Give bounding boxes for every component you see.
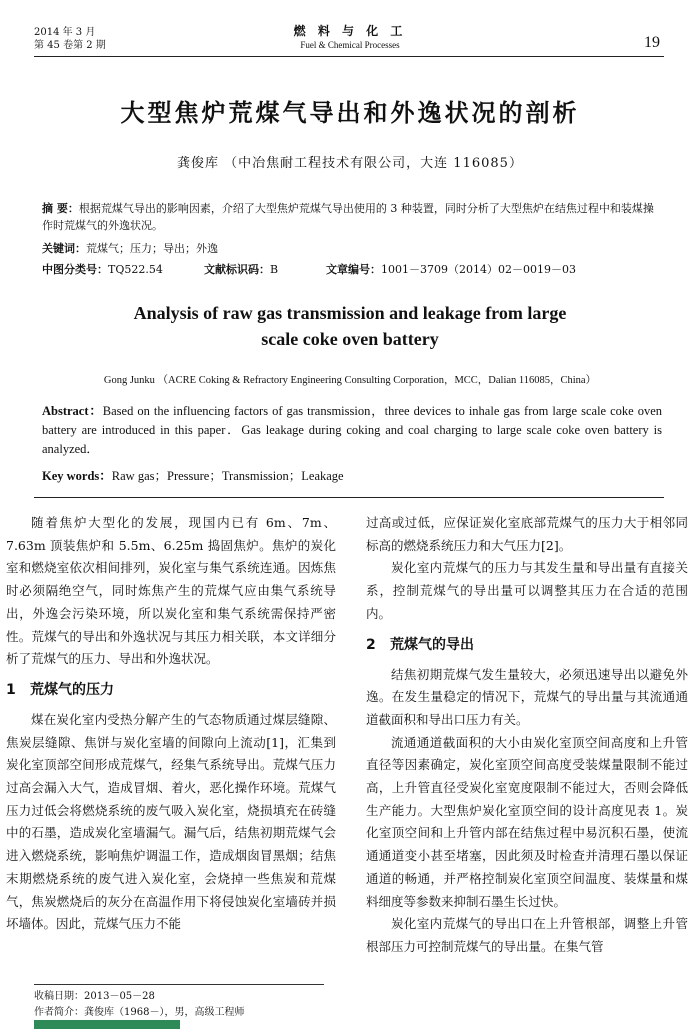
paper-title-cn: 大型焦炉荒煤气导出和外逸状况的剖析	[120, 99, 580, 127]
issue-volume: 第 45 卷第 2 期	[34, 40, 106, 51]
author-affiliation-cn: 龚俊库 （中冶焦耐工程技术有限公司，大连 116085）	[177, 156, 523, 171]
section-2-paragraph-2: 流通通道截面积的大小由炭化室顶空间高度和上升管直径等因素确定，炭化室顶空间高度受装煤量限制不能过高，上升管直径受炭化室宽度限制不能过大，否则会降低生产能力。大型焦炉炭化室顶空间的设计高度见表 1。炭化室顶空间和上升管内部在结焦过程中易沉积石墨，使流通通道变小甚至堵塞，因此须及时检查并清理石墨以保证通道的畅通，并严格控制炭化室顶空间温度、装煤量和煤料细度等参数来抑制石墨生长过快。	[366, 734, 688, 909]
author-affiliation-en: Gong Junku （ACRE Coking & Refractory Engineering Consulting Corporation，MCC，Dalian 116085，China）	[103, 375, 597, 386]
journal-name-en: Fuel & Chemical Processes	[300, 40, 400, 50]
continued-paragraph: 过高或过低，应保证炭化室底部荒煤气的压力大于相邻同标高的燃烧系统压力和大气压力[2]。	[366, 515, 688, 553]
keywords-cn-label: 关键词：	[42, 242, 86, 255]
section-2-title: 荒煤气的导出	[390, 636, 474, 653]
article-number-value: 1001－3709（2014）02－0019－03	[381, 263, 576, 276]
doc-code-value: B	[270, 263, 279, 276]
author-bio: 作者简介：龚俊库（1968－），男，高级工程师	[34, 1007, 245, 1018]
journal-name	[0, 24, 700, 51]
footnote-rule	[34, 984, 324, 985]
keywords-en	[42, 467, 662, 486]
paper-title-en	[0, 300, 700, 352]
clc-value: TQ522.54	[108, 263, 163, 276]
body-column-left	[6, 512, 336, 936]
abstract-separator	[34, 497, 664, 498]
footer-color-bar	[34, 1020, 180, 1029]
section-1-number: 1	[6, 681, 16, 698]
abstract-en	[42, 402, 662, 459]
received-date: 收稿日期：2013－05－28	[34, 991, 155, 1002]
issue-date: 2014 年 3 月	[34, 27, 96, 38]
section-2-paragraph-3: 炭化室内荒煤气的导出口在上升管根部，调整上升管根部压力可控制荒煤气的导出量。在集气管	[366, 916, 688, 954]
article-number	[326, 261, 576, 278]
header-rule	[34, 56, 664, 57]
keywords-cn-text: 荒煤气；压力；导出；外逸	[86, 242, 218, 255]
clc-label: 中图分类号：	[42, 263, 108, 276]
abstract-en-label: Abstract：	[42, 404, 103, 418]
intro-paragraph: 随着焦炉大型化的发展，现国内已有 6m、7m、7.63m 顶装焦炉和 5.5m、6.25m 捣固焦炉。焦炉的炭化室和燃烧室依次相间排列，炭化室与集气系统连通。因炼焦时必须隔绝空气，同时炼焦产生的荒煤气应由集气系统导出，外逸会污染环境，所以炭化室和集气系统需保持严密性。荒煤气的导出和外逸状况与其压力相关联，本文详细分析了荒煤气的压力、导出和外逸状况。	[6, 515, 336, 667]
section-1-heading	[6, 679, 336, 701]
keywords-en-text: Raw gas；Pressure；Transmission；Leakage	[111, 469, 344, 483]
classification-row	[42, 261, 662, 278]
pressure-control-paragraph: 炭化室内荒煤气的压力与其发生量和导出量有直接关系，控制荒煤气的导出量可以调整其压力在合适的范围内。	[366, 560, 688, 621]
journal-name-cn: 燃 料 与 化 工	[293, 24, 407, 38]
doc-code-label: 文献标识码：	[204, 263, 270, 276]
section-1-paragraph: 煤在炭化室内受热分解产生的气态物质通过煤层缝隙、焦炭层缝隙、焦饼与炭化室墙的间隙向上流动[1]，汇集到炭化室顶部空间形成荒煤气，经集气系统导出。荒煤气压力过高会漏入大气，造成冒烟、着火，恶化操作环境。荒煤气压力过低会将燃烧系统的废气吸入炭化室，烧损填充在砖缝中的石墨，造成炭化室墙漏气。漏气后，结焦初期荒煤气会进入燃烧系统，影响焦炉调温工作，造成烟囱冒黑烟；结焦末期燃烧系统的废气进入炭化室，会烧掉一些焦炭和荒煤气，焦炭燃烧后的灰分在高温作用下将侵蚀炭化室墙砖并损坏墙体。因此，荒煤气压力不能	[6, 711, 336, 932]
body-column-right	[366, 512, 688, 959]
section-1-title: 荒煤气的压力	[30, 681, 114, 698]
keywords-cn	[42, 240, 662, 257]
keywords-en-label: Key words：	[42, 469, 112, 483]
section-2-number: 2	[366, 636, 376, 653]
section-2-heading	[366, 634, 688, 656]
abstract-cn-text: 根据荒煤气导出的影响因素，介绍了大型焦炉荒煤气导出使用的 3 种装置，同时分析了大型焦炉在结焦过程中和装煤操作时荒煤气的外逸状况。	[42, 202, 654, 232]
article-number-label: 文章编号：	[326, 263, 381, 276]
abstract-en-text: Based on the influencing factors of gas transmission，three devices to inhale gas from large scale coke oven battery are introduced in this paper．Gas leakage during coking and coal charging to large scale coke oven battery is analyzed．	[42, 404, 662, 456]
abstract-cn-label: 摘 要：	[42, 202, 79, 215]
clc-number	[42, 261, 204, 278]
page-number: 19	[644, 34, 660, 51]
abstract-cn	[42, 200, 662, 234]
section-2-paragraph-1: 结焦初期荒煤气发生量较大，必须迅速导出以避免外逸。在发生量稳定的情况下，荒煤气的导出量与其流通通道截面积和导出口压力有关。	[366, 666, 688, 727]
document-code	[204, 261, 326, 278]
paper-title-en-text: Analysis of raw gas transmission and leakage from large scale coke oven battery	[133, 303, 567, 349]
